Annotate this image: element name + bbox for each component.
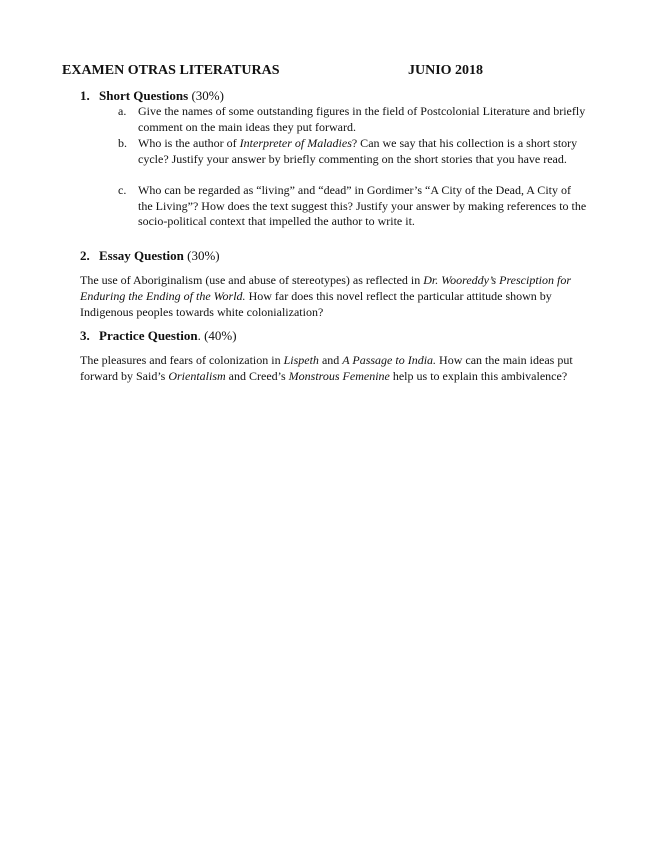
section-1-title: Short Questions	[99, 88, 189, 103]
section-2-text: The use of Aboriginalism (use and abuse of stereotypes) as reflected in Dr. Wooreddy’s Presciption for Enduring the Ending of the World. How far does this novel reflect the particular attitude shown by Indigenous peoples towards white colonialization?	[80, 273, 572, 319]
section-2-title: Essay Question	[99, 248, 184, 263]
section-2-number: 2.	[80, 248, 90, 263]
question-1b-text: Who is the author of Interpreter of Maladies? Can we say that his collection is a short story cycle? Justify your answer by briefly commenting on the short stories that you have read.	[138, 136, 578, 166]
question-1c	[118, 183, 588, 230]
exam-date: JUNIO 2018	[408, 63, 484, 78]
section-1-weight: (30%)	[191, 88, 224, 103]
question-1c-letter: c.	[118, 183, 127, 197]
exam-header	[62, 62, 542, 80]
book-title: Dr. Wooreddy’s Presciption for Enduring the Ending of the World.	[80, 273, 572, 303]
exam-title: EXAMEN OTRAS LITERATURAS	[62, 63, 280, 78]
book-title: Interpreter of Maladies	[239, 136, 352, 150]
book-title: Lispeth	[283, 353, 319, 367]
question-1a	[118, 104, 588, 135]
book-title: Monstrous Femenine	[288, 369, 390, 383]
section-3-title: Practice Question	[99, 328, 198, 343]
book-title: A Passage to India.	[342, 353, 437, 367]
section-3-heading	[80, 328, 237, 344]
section-1-number: 1.	[80, 88, 90, 103]
section-2-weight: (30%)	[187, 248, 220, 263]
question-1a-text: Give the names of some outstanding figures in the field of Postcolonial Literature and briefly comment on the main ideas they put forward.	[138, 104, 586, 134]
section-2-heading	[80, 248, 220, 264]
section-3-weight: . (40%)	[197, 328, 237, 343]
section-3-number: 3.	[80, 328, 90, 343]
section-1-heading	[80, 88, 224, 104]
book-title: Orientalism	[168, 369, 226, 383]
question-1b-letter: b.	[118, 136, 127, 150]
question-1b	[118, 136, 588, 167]
section-3-text: The pleasures and fears of colonization in Lispeth and A Passage to India. How can the main ideas put forward by Said’s Orientalism and Creed’s Monstrous Femenine help us to explain this ambivalence?	[80, 353, 573, 383]
question-1c-text: Who can be regarded as “living” and “dead” in Gordimer’s “A City of the Dead, A City of the Living”? How does the text suggest this? Justify your answer by making references to the socio-political context that impelled the author to write it.	[138, 183, 587, 229]
question-1a-letter: a.	[118, 104, 127, 118]
